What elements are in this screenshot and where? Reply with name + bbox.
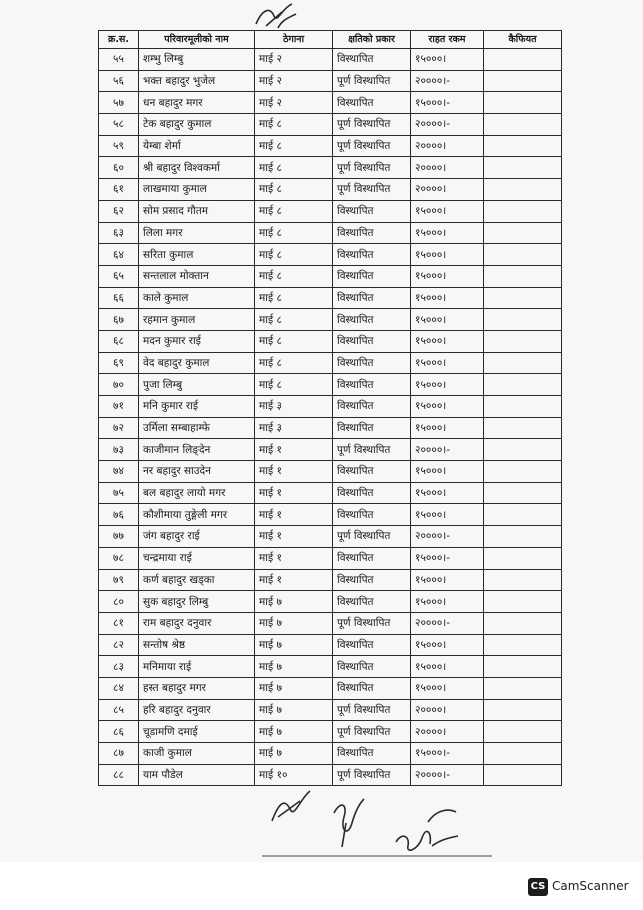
cell-damage-type: पूर्ण विस्थापित [333, 612, 411, 634]
cell-family-head-name: काले कुमाल [139, 287, 255, 309]
cell-family-head-name: वेद बहादुर कुमाल [139, 352, 255, 374]
cell-family-head-name: हरि बहादुर दनुवार [139, 699, 255, 721]
cell-remarks [484, 699, 562, 721]
table-row [99, 612, 562, 634]
cell-address: माई २ [255, 92, 333, 114]
cell-address: माई ७ [255, 677, 333, 699]
cell-family-head-name: सुक बहादुर लिम्बु [139, 591, 255, 613]
cell-address: माई ७ [255, 634, 333, 656]
cell-serial: ८७ [99, 743, 139, 765]
cell-relief-amount: २००००। [411, 157, 484, 179]
cell-damage-type: पूर्ण विस्थापित [333, 135, 411, 157]
cell-serial: ५७ [99, 92, 139, 114]
cell-address: माई ७ [255, 699, 333, 721]
cell-family-head-name: चूडामणि दमाई [139, 721, 255, 743]
cell-serial: ८८ [99, 764, 139, 786]
cell-remarks [484, 526, 562, 548]
cell-damage-type: पूर्ण विस्थापित [333, 70, 411, 92]
table-row [99, 591, 562, 613]
cell-address: माई २ [255, 70, 333, 92]
cell-family-head-name: काजीमान लिङ्देन [139, 439, 255, 461]
cell-serial: ७२ [99, 417, 139, 439]
cell-serial: ५८ [99, 114, 139, 136]
cell-remarks [484, 70, 562, 92]
cell-family-head-name: मदन कुमार राई [139, 330, 255, 352]
cell-family-head-name: येम्बा शेर्मा [139, 135, 255, 157]
cell-relief-amount: १५०००। [411, 287, 484, 309]
cell-serial: ६३ [99, 222, 139, 244]
cell-relief-amount: २००००।- [411, 612, 484, 634]
cell-address: माई ८ [255, 287, 333, 309]
cell-damage-type: विस्थापित [333, 482, 411, 504]
cell-serial: ६४ [99, 244, 139, 266]
cell-address: माई १ [255, 482, 333, 504]
table-row [99, 569, 562, 591]
cell-remarks [484, 743, 562, 765]
cell-family-head-name: सरिता कुमाल [139, 244, 255, 266]
table-row [99, 70, 562, 92]
cell-address: माई ८ [255, 309, 333, 331]
cell-remarks [484, 135, 562, 157]
cell-family-head-name: उर्मिला सम्बाहाम्फे [139, 417, 255, 439]
cell-address: माई ७ [255, 656, 333, 678]
cell-serial: ६१ [99, 179, 139, 201]
cell-family-head-name: जंग बहादुर राई [139, 526, 255, 548]
cell-damage-type: विस्थापित [333, 374, 411, 396]
table-row [99, 699, 562, 721]
cell-damage-type: विस्थापित [333, 244, 411, 266]
cell-remarks [484, 265, 562, 287]
cell-relief-amount: १५०००।- [411, 743, 484, 765]
cell-relief-amount: १५०००। [411, 396, 484, 418]
cell-remarks [484, 92, 562, 114]
table-row [99, 114, 562, 136]
cell-damage-type: विस्थापित [333, 330, 411, 352]
cell-damage-type: विस्थापित [333, 504, 411, 526]
cell-damage-type: पूर्ण विस्थापित [333, 721, 411, 743]
cell-address: माई ८ [255, 374, 333, 396]
cell-relief-amount: १५०००।- [411, 547, 484, 569]
cell-relief-amount: २००००।- [411, 114, 484, 136]
header-remarks: कैफियत [484, 31, 562, 49]
table-header-row [99, 31, 562, 49]
cell-address: माई ८ [255, 330, 333, 352]
cell-serial: ६७ [99, 309, 139, 331]
cell-damage-type: पूर्ण विस्थापित [333, 114, 411, 136]
cell-serial: ७३ [99, 439, 139, 461]
cell-family-head-name: श्री बहादुर विश्वकर्मा [139, 157, 255, 179]
cell-relief-amount: १५०००। [411, 417, 484, 439]
cell-family-head-name: चन्द्रमाया राई [139, 547, 255, 569]
cell-serial: ६९ [99, 352, 139, 374]
cell-remarks [484, 179, 562, 201]
cell-family-head-name: शम्भु लिम्बु [139, 49, 255, 71]
cell-address: माई १ [255, 547, 333, 569]
table-row [99, 92, 562, 114]
cell-damage-type: पूर्ण विस्थापित [333, 526, 411, 548]
table-row [99, 374, 562, 396]
cell-relief-amount: २००००। [411, 699, 484, 721]
cell-damage-type: विस्थापित [333, 265, 411, 287]
cell-serial: ६० [99, 157, 139, 179]
cell-relief-amount: २००००। [411, 179, 484, 201]
cell-family-head-name: टेक बहादुर कुमाल [139, 114, 255, 136]
bottom-signature-3 [392, 802, 462, 856]
cell-remarks [484, 222, 562, 244]
cell-address: माई ७ [255, 721, 333, 743]
cell-family-head-name: मनिमाया राई [139, 656, 255, 678]
table-row [99, 764, 562, 786]
cell-relief-amount: २००००। [411, 721, 484, 743]
cell-damage-type: विस्थापित [333, 677, 411, 699]
table-row [99, 200, 562, 222]
cell-serial: ८२ [99, 634, 139, 656]
cell-family-head-name: रहमान कुमाल [139, 309, 255, 331]
cell-damage-type: पूर्ण विस्थापित [333, 157, 411, 179]
cell-address: माई ८ [255, 135, 333, 157]
cell-family-head-name: धन बहादुर मगर [139, 92, 255, 114]
cell-serial: ८४ [99, 677, 139, 699]
table-row [99, 634, 562, 656]
cell-address: माई ३ [255, 417, 333, 439]
cell-relief-amount: १५०००। [411, 330, 484, 352]
table-row [99, 157, 562, 179]
cell-remarks [484, 721, 562, 743]
cell-damage-type: विस्थापित [333, 92, 411, 114]
table-row [99, 439, 562, 461]
cell-remarks [484, 374, 562, 396]
cell-family-head-name: सन्तोष श्रेष्ठ [139, 634, 255, 656]
cell-remarks [484, 439, 562, 461]
table-row [99, 417, 562, 439]
table-row [99, 482, 562, 504]
cell-relief-amount: १५०००।- [411, 92, 484, 114]
cell-remarks [484, 309, 562, 331]
cell-address: माई १० [255, 764, 333, 786]
cell-damage-type: पूर्ण विस्थापित [333, 179, 411, 201]
cell-address: माई १ [255, 461, 333, 483]
header-relief-amount: राहत रकम [411, 31, 484, 49]
header-address: ठेगाना [255, 31, 333, 49]
relief-table [98, 30, 562, 786]
cell-remarks [484, 612, 562, 634]
cell-damage-type: विस्थापित [333, 634, 411, 656]
cell-address: माई ८ [255, 244, 333, 266]
cell-serial: ७१ [99, 396, 139, 418]
cell-family-head-name: काजी कुमाल [139, 743, 255, 765]
cell-address: माई ८ [255, 352, 333, 374]
cell-address: माई १ [255, 439, 333, 461]
cell-relief-amount: १५०००। [411, 482, 484, 504]
cell-damage-type: विस्थापित [333, 569, 411, 591]
table-row [99, 526, 562, 548]
cell-serial: ७४ [99, 461, 139, 483]
cell-relief-amount: १५०००। [411, 222, 484, 244]
cell-serial: ५६ [99, 70, 139, 92]
camscanner-logo-icon: CS [528, 878, 548, 896]
cell-serial: ६५ [99, 265, 139, 287]
cell-address: माई १ [255, 569, 333, 591]
bottom-signature-2 [326, 793, 370, 849]
cell-relief-amount: २००००।- [411, 526, 484, 548]
cell-address: माई ३ [255, 396, 333, 418]
cell-damage-type: विस्थापित [333, 287, 411, 309]
table-row [99, 244, 562, 266]
cell-remarks [484, 677, 562, 699]
table-row [99, 309, 562, 331]
cell-serial: ८० [99, 591, 139, 613]
cell-family-head-name: राम बहादुर दनुवार [139, 612, 255, 634]
cell-serial: ७८ [99, 547, 139, 569]
cell-relief-amount: २००००।- [411, 764, 484, 786]
cell-damage-type: विस्थापित [333, 352, 411, 374]
cell-remarks [484, 656, 562, 678]
cell-damage-type: विस्थापित [333, 49, 411, 71]
cell-remarks [484, 352, 562, 374]
cell-remarks [484, 634, 562, 656]
cell-family-head-name: हस्त बहादुर मगर [139, 677, 255, 699]
cell-remarks [484, 461, 562, 483]
relief-table-container [98, 30, 561, 786]
table-row [99, 49, 562, 71]
cell-serial: ७० [99, 374, 139, 396]
cell-serial: ७९ [99, 569, 139, 591]
cell-serial: ६६ [99, 287, 139, 309]
cell-damage-type: विस्थापित [333, 396, 411, 418]
cell-relief-amount: १५०००। [411, 677, 484, 699]
table-row [99, 330, 562, 352]
table-row [99, 743, 562, 765]
cell-relief-amount: १५०००। [411, 656, 484, 678]
cell-relief-amount: १५०००। [411, 309, 484, 331]
cell-relief-amount: २००००।- [411, 439, 484, 461]
top-signature [252, 0, 302, 32]
table-row [99, 677, 562, 699]
cell-remarks [484, 591, 562, 613]
table-row [99, 135, 562, 157]
cell-family-head-name: भक्त बहादुर भुजेल [139, 70, 255, 92]
cell-damage-type: विस्थापित [333, 591, 411, 613]
cell-address: माई ८ [255, 200, 333, 222]
cell-remarks [484, 287, 562, 309]
table-row [99, 547, 562, 569]
cell-relief-amount: २००००।- [411, 70, 484, 92]
cell-relief-amount: १५०००। [411, 374, 484, 396]
table-row [99, 352, 562, 374]
cell-address: माई ७ [255, 743, 333, 765]
cell-family-head-name: कर्ण बहादुर खड्का [139, 569, 255, 591]
cell-damage-type: विस्थापित [333, 309, 411, 331]
cell-relief-amount: १५०००। [411, 49, 484, 71]
cell-serial: ८५ [99, 699, 139, 721]
cell-family-head-name: नर बहादुर साउदेन [139, 461, 255, 483]
cell-serial: ७५ [99, 482, 139, 504]
cell-relief-amount: २००००। [411, 135, 484, 157]
cell-remarks [484, 330, 562, 352]
cell-serial: ५९ [99, 135, 139, 157]
cell-address: माई १ [255, 526, 333, 548]
cell-address: माई २ [255, 49, 333, 71]
cell-serial: ८६ [99, 721, 139, 743]
cell-relief-amount: १५०००। [411, 200, 484, 222]
cell-address: माई ८ [255, 157, 333, 179]
cell-family-head-name: पुजा लिम्बु [139, 374, 255, 396]
cell-serial: ६२ [99, 200, 139, 222]
cell-family-head-name: मनि कुमार राई [139, 396, 255, 418]
cell-remarks [484, 417, 562, 439]
cell-damage-type: विस्थापित [333, 656, 411, 678]
cell-serial: ६८ [99, 330, 139, 352]
table-row [99, 222, 562, 244]
cell-relief-amount: १५०००। [411, 265, 484, 287]
cell-damage-type: पूर्ण विस्थापित [333, 764, 411, 786]
header-family-head-name: परिवारमूलीको नाम [139, 31, 255, 49]
bottom-signature-1 [266, 787, 316, 827]
cell-serial: ८१ [99, 612, 139, 634]
cell-relief-amount: १५०००। [411, 461, 484, 483]
camscanner-brand: CamScanner [552, 879, 629, 893]
cell-address: माई ७ [255, 591, 333, 613]
cell-remarks [484, 157, 562, 179]
cell-damage-type: विस्थापित [333, 417, 411, 439]
cell-remarks [484, 200, 562, 222]
cell-damage-type: विस्थापित [333, 222, 411, 244]
table-row [99, 396, 562, 418]
cell-remarks [484, 244, 562, 266]
table-row [99, 265, 562, 287]
cell-damage-type: पूर्ण विस्थापित [333, 699, 411, 721]
cell-remarks [484, 49, 562, 71]
cell-address: माई ८ [255, 222, 333, 244]
table-row [99, 656, 562, 678]
cell-remarks [484, 482, 562, 504]
cell-relief-amount: १५०००। [411, 591, 484, 613]
cell-damage-type: पूर्ण विस्थापित [333, 439, 411, 461]
cell-relief-amount: १५०००। [411, 244, 484, 266]
cell-serial: ७६ [99, 504, 139, 526]
cell-relief-amount: १५०००। [411, 352, 484, 374]
header-damage-type: क्षतिको प्रकार [333, 31, 411, 49]
cell-remarks [484, 504, 562, 526]
cell-address: माई ८ [255, 114, 333, 136]
cell-family-head-name: बल बहादुर लायो मगर [139, 482, 255, 504]
cell-remarks [484, 547, 562, 569]
table-row [99, 504, 562, 526]
cell-family-head-name: याम पौडेल [139, 764, 255, 786]
cell-family-head-name: कौशीमाया तुङ्गेली मगर [139, 504, 255, 526]
cell-address: माई ८ [255, 179, 333, 201]
cell-remarks [484, 396, 562, 418]
cell-family-head-name: सोम प्रसाद गौतम [139, 200, 255, 222]
cell-family-head-name: लाखमाया कुमाल [139, 179, 255, 201]
cell-damage-type: विस्थापित [333, 200, 411, 222]
cell-remarks [484, 114, 562, 136]
cell-family-head-name: सन्तलाल मोक्तान [139, 265, 255, 287]
header-serial: क्र.स. [99, 31, 139, 49]
cell-remarks [484, 764, 562, 786]
cell-serial: ५५ [99, 49, 139, 71]
cell-serial: ८३ [99, 656, 139, 678]
table-row [99, 461, 562, 483]
cell-damage-type: विस्थापित [333, 547, 411, 569]
cell-damage-type: विस्थापित [333, 743, 411, 765]
cell-address: माई ७ [255, 612, 333, 634]
cell-family-head-name: लिला मगर [139, 222, 255, 244]
cell-damage-type: विस्थापित [333, 461, 411, 483]
cell-address: माई ८ [255, 265, 333, 287]
cell-relief-amount: १५०००। [411, 569, 484, 591]
page-bottom-line [262, 855, 492, 857]
cell-serial: ७७ [99, 526, 139, 548]
cell-relief-amount: १५०००। [411, 634, 484, 656]
table-row [99, 721, 562, 743]
cell-address: माई १ [255, 504, 333, 526]
cell-relief-amount: १५०००। [411, 504, 484, 526]
table-row [99, 179, 562, 201]
table-row [99, 287, 562, 309]
cell-remarks [484, 569, 562, 591]
